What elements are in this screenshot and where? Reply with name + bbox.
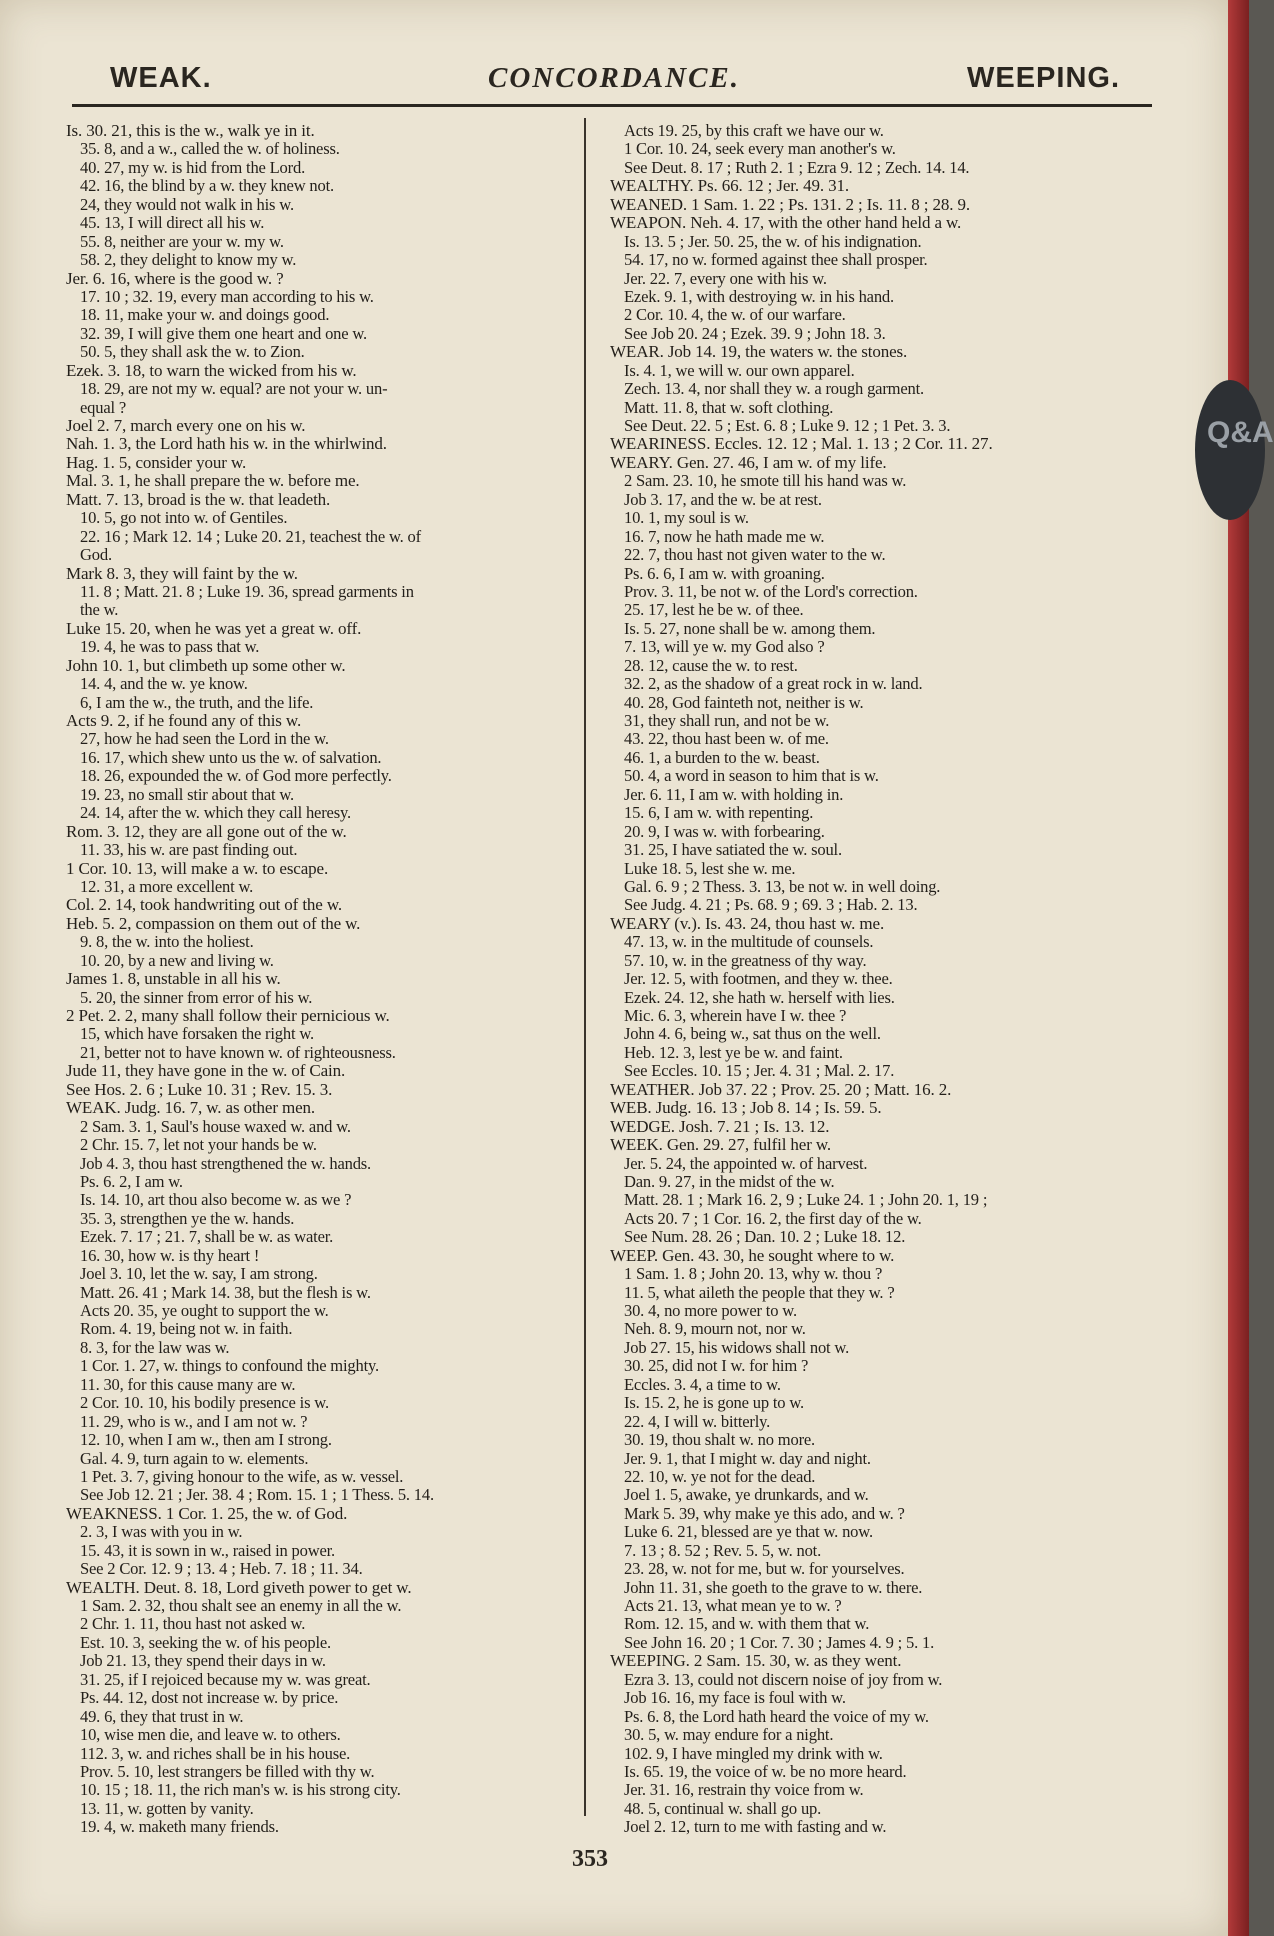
concordance-line: 43. 22, thou hast been w. of me.	[624, 729, 829, 749]
concordance-line: 40. 28, God fainteth not, neither is w.	[624, 692, 864, 712]
concordance-line: 10. 5, go not into w. of Gentiles.	[80, 508, 288, 528]
concordance-line: 14. 4, and the w. ye know.	[80, 674, 248, 694]
concordance-line: 21, better not to have known w. of righteousness.	[80, 1042, 396, 1062]
concordance-line: 50. 4, a word in season to him that is w.	[624, 766, 879, 786]
concordance-line: Job 4. 3, thou hast strengthened the w. hands.	[80, 1153, 371, 1173]
concordance-line: Heb. 5. 2, compassion on them out of the w.	[66, 913, 361, 933]
concordance-line: 2 Sam. 3. 1, Saul's house waxed w. and w.	[80, 1116, 351, 1136]
concordance-line: 22. 7, thou hast not given water to the w.	[624, 545, 886, 565]
concordance-line: See Deut. 22. 5 ; Est. 6. 8 ; Luke 9. 12 ; 1 Pet. 3. 3.	[624, 416, 951, 435]
concordance-line: WEALTH. Deut. 8. 18, Lord giveth power to get w.	[66, 1577, 412, 1597]
concordance-line: 15, which have forsaken the right w.	[80, 1024, 314, 1044]
concordance-line: 16. 7, now he hath made me w.	[624, 526, 825, 546]
concordance-line: 11. 33, his w. are past finding out.	[80, 840, 298, 860]
concordance-line: 31. 25, I have satiated the w. soul.	[624, 840, 842, 860]
concordance-line: WEANED. 1 Sam. 1. 22 ; Ps. 131. 2 ; Is. 11. 8 ; 28. 9.	[610, 194, 971, 214]
concordance-line: 2 Chr. 15. 7, let not your hands be w.	[80, 1135, 317, 1155]
concordance-line: Rom. 4. 19, being not w. in faith.	[80, 1319, 293, 1339]
concordance-line: Mic. 6. 3, wherein have I w. thee ?	[624, 1006, 847, 1025]
concordance-line: 112. 3, w. and riches shall be in his house.	[80, 1743, 351, 1763]
concordance-line: WEAKNESS. 1 Cor. 1. 25, the w. of God.	[66, 1503, 348, 1523]
concordance-line: 1 Pet. 3. 7, giving honour to the wife, as w. vessel.	[80, 1466, 404, 1486]
concordance-line: WEALTHY. Ps. 66. 12 ; Jer. 49. 31.	[610, 176, 849, 196]
concordance-line: 10. 20, by a new and living w.	[80, 950, 274, 970]
concordance-line: 1 Cor. 10. 24, seek every man another's w.	[624, 139, 896, 159]
concordance-line: 1 Cor. 1. 27, w. things to confound the mighty.	[80, 1356, 379, 1376]
concordance-line: Luke 18. 5, lest she w. me.	[624, 858, 796, 878]
concordance-line: 10, wise men die, and leave w. to others.	[80, 1725, 341, 1745]
concordance-line: See 2 Cor. 12. 9 ; 13. 4 ; Heb. 7. 18 ; 11. 34.	[80, 1559, 363, 1579]
concordance-line: 102. 9, I have mingled my drink with w.	[624, 1743, 883, 1763]
concordance-line: Mark 5. 39, why make ye this ado, and w. ?	[624, 1503, 905, 1523]
concordance-line: Jude 11, they have gone in the w. of Cain.	[66, 1061, 346, 1081]
concordance-line: 22. 10, w. ye not for the dead.	[624, 1466, 816, 1486]
concordance-line: Acts 21. 13, what mean ye to w. ?	[624, 1596, 842, 1615]
concordance-line: 18. 26, expounded the w. of God more perfectly.	[80, 766, 392, 786]
concordance-line: Ps. 44. 12, dost not increase w. by price.	[80, 1688, 339, 1708]
concordance-line: Matt. 11. 8, that w. soft clothing.	[624, 397, 834, 417]
concordance-line: Matt. 28. 1 ; Mark 16. 2, 9 ; Luke 24. 1 ; John 20. 1, 19 ;	[624, 1190, 988, 1210]
concordance-line: 45. 13, I will direct all his w.	[80, 213, 265, 233]
concordance-line: 23. 28, w. not for me, but w. for yourselves.	[624, 1559, 905, 1579]
concordance-line: 40. 27, my w. is hid from the Lord.	[80, 157, 306, 177]
concordance-line: 35. 3, strengthen ye the w. hands.	[80, 1208, 295, 1228]
concordance-line: WEARY (v.). Is. 43. 24, thou hast w. me.	[610, 913, 885, 933]
concordance-line: Acts 9. 2, if he found any of this w.	[66, 711, 302, 730]
concordance-line: 11. 30, for this cause many are w.	[80, 1374, 296, 1394]
concordance-line: Eccles. 3. 4, a time to w.	[624, 1374, 781, 1394]
concordance-line: See Num. 28. 26 ; Dan. 10. 2 ; Luke 18. 12.	[624, 1227, 906, 1247]
concordance-line: 2 Chr. 1. 11, thou hast not asked w.	[80, 1614, 306, 1634]
concordance-line: 30. 19, thou shalt w. no more.	[624, 1430, 816, 1450]
concordance-line: 31, they shall run, and not be w.	[624, 711, 830, 730]
concordance-line: WEB. Judg. 16. 13 ; Job 8. 14 ; Is. 59. 5.	[610, 1098, 882, 1118]
header-right-guide-word: WEEPING.	[966, 62, 1120, 94]
concordance-line: Is. 15. 2, he is gone up to w.	[624, 1393, 804, 1413]
concordance-line: 16. 17, which shew unto us the w. of salvation.	[80, 747, 382, 767]
header-left-guide-word: WEAK.	[110, 62, 212, 94]
concordance-line: 19. 4, w. maketh many friends.	[80, 1817, 279, 1837]
concordance-line: 25. 17, lest he be w. of thee.	[624, 600, 804, 620]
concordance-line: 19. 23, no small stir about that w.	[80, 784, 294, 804]
concordance-line: Ezek. 24. 12, she hath w. herself with lies.	[624, 987, 895, 1007]
concordance-line: Col. 2. 14, took handwriting out of the w.	[66, 895, 343, 915]
concordance-line: equal ?	[80, 397, 127, 417]
concordance-line: Luke 6. 21, blessed are ye that w. now.	[624, 1522, 873, 1542]
concordance-line: Job 3. 17, and the w. be at rest.	[624, 489, 822, 509]
concordance-line: 1 Cor. 10. 13, will make a w. to escape.	[66, 858, 329, 878]
concordance-line: Rom. 3. 12, they are all gone out of the w.	[66, 821, 347, 841]
concordance-line: 46. 1, a burden to the w. beast.	[624, 747, 820, 767]
concordance-line: WEATHER. Job 37. 22 ; Prov. 25. 20 ; Matt. 16. 2.	[610, 1079, 952, 1099]
concordance-line: Mark 8. 3, they will faint by the w.	[66, 563, 298, 583]
concordance-line: 28. 12, cause the w. to rest.	[624, 655, 798, 675]
concordance-line: 19. 4, he was to pass that w.	[80, 637, 260, 657]
concordance-line: 50. 5, they shall ask the w. to Zion.	[80, 342, 305, 362]
concordance-line: John 11. 31, she goeth to the grave to w. there.	[624, 1577, 923, 1597]
concordance-line: 2. 3, I was with you in w.	[80, 1522, 243, 1542]
concordance-line: Ps. 6. 8, the Lord hath heard the voice of my w.	[624, 1706, 929, 1726]
concordance-line: 15. 43, it is sown in w., raised in power.	[80, 1540, 335, 1560]
concordance-line: See Hos. 2. 6 ; Luke 10. 31 ; Rev. 15. 3.	[66, 1079, 333, 1099]
concordance-line: 18. 29, are not my w. equal? are not your w. un-	[80, 379, 388, 399]
concordance-line: 1 Sam. 1. 8 ; John 20. 13, why w. thou ?	[624, 1264, 883, 1284]
concordance-line: 16. 30, how w. is thy heart !	[80, 1245, 260, 1265]
concordance-line: 57. 10, w. in the greatness of thy way.	[624, 950, 867, 970]
concordance-line: 31. 25, if I rejoiced because my w. was great.	[80, 1669, 371, 1689]
concordance-line: Jer. 6. 16, where is the good w. ?	[66, 268, 284, 288]
concordance-line: 32. 39, I will give them one heart and one w.	[80, 323, 368, 343]
concordance-line: Acts 19. 25, by this craft we have our w.	[624, 121, 884, 140]
concordance-line: Rom. 12. 15, and w. with them that w.	[624, 1614, 870, 1634]
concordance-line: Gal. 4. 9, turn again to w. elements.	[80, 1448, 309, 1468]
concordance-line: the w.	[80, 600, 119, 620]
concordance-line: John 10. 1, but climbeth up some other w.	[66, 655, 346, 675]
concordance-line: 22. 4, I will w. bitterly.	[624, 1411, 771, 1431]
concordance-line: 2 Sam. 23. 10, he smote till his hand was w.	[624, 471, 907, 491]
concordance-line: 7. 13 ; 8. 52 ; Rev. 5. 5, w. not.	[624, 1540, 822, 1560]
concordance-line: 9. 8, the w. into the holiest.	[80, 932, 254, 952]
right-column	[610, 122, 1130, 1837]
concordance-line: 20. 9, I was w. with forbearing.	[624, 821, 825, 841]
concordance-line: 54. 17, no w. formed against thee shall prosper.	[624, 250, 928, 270]
concordance-line: Job 16. 16, my face is foul with w.	[624, 1688, 846, 1708]
concordance-line: See Deut. 8. 17 ; Ruth 2. 1 ; Ezra 9. 12 ; Zech. 14. 14.	[624, 157, 970, 177]
concordance-line: Is. 13. 5 ; Jer. 50. 25, the w. of his indignation.	[624, 231, 922, 251]
concordance-line: John 4. 6, being w., sat thus on the well.	[624, 1024, 881, 1044]
concordance-line: Jer. 6. 11, I am w. with holding in.	[624, 784, 844, 804]
concordance-line: 2 Cor. 10. 10, his bodily presence is w.	[80, 1393, 329, 1413]
concordance-line: Ezra 3. 13, could not discern noise of joy from w.	[624, 1669, 943, 1689]
concordance-line: 2 Pet. 2. 2, many shall follow their pernicious w.	[66, 1006, 390, 1025]
concordance-line: Jer. 9. 1, that I might w. day and night.	[624, 1448, 871, 1468]
concordance-line: 15. 6, I am w. with repenting.	[624, 803, 814, 823]
concordance-line: 42. 16, the blind by a w. they knew not.	[80, 176, 334, 196]
concordance-line: 55. 8, neither are your w. my w.	[80, 231, 284, 251]
concordance-line: WEAR. Job 14. 19, the waters w. the stones.	[610, 342, 908, 362]
concordance-line: Zech. 13. 4, nor shall they w. a rough garment.	[624, 379, 924, 399]
concordance-line: Ezek. 7. 17 ; 21. 7, shall be w. as water.	[80, 1227, 334, 1247]
concordance-line: Jer. 31. 16, restrain thy voice from w.	[624, 1780, 864, 1800]
concordance-line: Est. 10. 3, seeking the w. of his people.	[80, 1632, 332, 1652]
concordance-line: Acts 20. 7 ; 1 Cor. 16. 2, the first day of the w.	[624, 1208, 922, 1228]
concordance-line: 12. 31, a more excellent w.	[80, 876, 254, 896]
concordance-line: 35. 8, and a w., called the w. of holiness.	[80, 139, 340, 159]
concordance-line: 11. 8 ; Matt. 21. 8 ; Luke 19. 36, spread garments in	[80, 581, 414, 601]
concordance-line: 30. 25, did not I w. for him ?	[624, 1356, 809, 1376]
concordance-line: 17. 10 ; 32. 19, every man according to his w.	[80, 286, 374, 306]
concordance-line: Ezek. 3. 18, to warn the wicked from his w.	[66, 360, 357, 380]
concordance-line: 49. 6, they that trust in w.	[80, 1706, 244, 1726]
concordance-line: 6, I am the w., the truth, and the life.	[80, 692, 314, 712]
left-column	[66, 122, 586, 1837]
page-header	[110, 62, 1120, 102]
concordance-line: See Job 20. 24 ; Ezek. 39. 9 ; John 18. 3.	[624, 323, 886, 343]
concordance-line: Gal. 6. 9 ; 2 Thess. 3. 13, be not w. in well doing.	[624, 876, 941, 896]
concordance-line: 7. 13, will ye w. my God also ?	[624, 637, 825, 657]
concordance-line: 30. 5, w. may endure for a night.	[624, 1725, 834, 1745]
concordance-line: Hag. 1. 5, consider your w.	[66, 452, 247, 472]
concordance-line: 10. 1, my soul is w.	[624, 508, 749, 528]
concordance-line: 48. 5, continual w. shall go up.	[624, 1798, 822, 1818]
page-edge	[1228, 0, 1249, 1936]
concordance-line: Neh. 8. 9, mourn not, nor w.	[624, 1319, 806, 1339]
concordance-line: Jer. 22. 7, every one with his w.	[624, 268, 827, 288]
concordance-line: Is. 65. 19, the voice of w. be no more heard.	[624, 1761, 907, 1781]
concordance-line: 18. 11, make your w. and doings good.	[80, 305, 330, 325]
concordance-line: Prov. 3. 11, be not w. of the Lord's correction.	[624, 581, 918, 601]
concordance-line: Joel 3. 10, let the w. say, I am strong.	[80, 1264, 318, 1284]
concordance-line: 27, how he had seen the Lord in the w.	[80, 729, 329, 749]
concordance-line: 47. 13, w. in the multitude of counsels.	[624, 932, 874, 952]
column-divider	[584, 118, 586, 1816]
concordance-line: Heb. 12. 3, lest ye be w. and faint.	[624, 1042, 843, 1062]
concordance-line: Mal. 3. 1, he shall prepare the w. before me.	[66, 471, 360, 491]
concordance-line: Nah. 1. 3, the Lord hath his w. in the whirlwind.	[66, 434, 387, 454]
concordance-line: Joel 1. 5, awake, ye drunkards, and w.	[624, 1485, 869, 1505]
concordance-line: Is. 5. 27, none shall be w. among them.	[624, 618, 876, 638]
concordance-line: WEAPON. Neh. 4. 17, with the other hand held a w.	[610, 213, 962, 233]
page-number: 353	[572, 1846, 608, 1872]
header-rule	[72, 104, 1152, 107]
concordance-line: 8. 3, for the law was w.	[80, 1337, 230, 1357]
concordance-line: See Job 12. 21 ; Jer. 38. 4 ; Rom. 15. 1 ; 1 Thess. 5. 14.	[80, 1485, 434, 1505]
concordance-line: 10. 15 ; 18. 11, the rich man's w. is his strong city.	[80, 1780, 401, 1800]
concordance-line: WEEK. Gen. 29. 27, fulfil her w.	[610, 1135, 832, 1155]
concordance-line: Luke 15. 20, when he was yet a great w. off.	[66, 618, 362, 638]
concordance-line: 13. 11, w. gotten by vanity.	[80, 1798, 254, 1818]
concordance-line: Acts 20. 35, ye ought to support the w.	[80, 1301, 329, 1320]
concordance-line: See Judg. 4. 21 ; Ps. 68. 9 ; 69. 3 ; Hab. 2. 13.	[624, 895, 918, 915]
concordance-line: God.	[80, 545, 112, 565]
concordance-line: Matt. 26. 41 ; Mark 14. 38, but the flesh is w.	[80, 1282, 371, 1302]
concordance-line: Matt. 7. 13, broad is the w. that leadeth.	[66, 489, 331, 509]
concordance-line: 12. 10, when I am w., then am I strong.	[80, 1430, 332, 1450]
concordance-line: WEDGE. Josh. 7. 21 ; Is. 13. 12.	[610, 1116, 830, 1136]
concordance-line: See John 16. 20 ; 1 Cor. 7. 30 ; James 4. 9 ; 5. 1.	[624, 1632, 935, 1652]
concordance-line: Prov. 5. 10, lest strangers be filled with thy w.	[80, 1761, 375, 1781]
concordance-line: 5. 20, the sinner from error of his w.	[80, 987, 313, 1007]
concordance-line: Ps. 6. 6, I am w. with groaning.	[624, 563, 825, 583]
concordance-line: 32. 2, as the shadow of a great rock in w. land.	[624, 674, 923, 694]
concordance-line: 11. 5, what aileth the people that they w. ?	[624, 1282, 895, 1302]
concordance-line: Job 21. 13, they spend their days in w.	[80, 1651, 326, 1671]
concordance-line: 22. 16 ; Mark 12. 14 ; Luke 20. 21, teachest the w. of	[80, 526, 421, 546]
concordance-line: Is. 30. 21, this is the w., walk ye in it.	[66, 121, 315, 140]
concordance-line: Ps. 6. 2, I am w.	[80, 1171, 183, 1191]
concordance-line: 30. 4, no more power to w.	[624, 1301, 797, 1320]
concordance-line: 1 Sam. 2. 32, thou shalt see an enemy in all the w.	[80, 1596, 402, 1615]
concordance-line: 11. 29, who is w., and I am not w. ?	[80, 1411, 308, 1431]
concordance-line: WEARINESS. Eccles. 12. 12 ; Mal. 1. 13 ; 2 Cor. 11. 27.	[610, 434, 993, 454]
concordance-line: James 1. 8, unstable in all his w.	[66, 969, 281, 989]
concordance-line: Job 27. 15, his widows shall not w.	[624, 1337, 850, 1357]
concordance-line: Is. 14. 10, art thou also become w. as we ?	[80, 1190, 352, 1210]
thumb-index-tab[interactable]: Q&A	[1195, 380, 1265, 520]
concordance-line: Dan. 9. 27, in the midst of the w.	[624, 1171, 835, 1191]
header-title: CONCORDANCE.	[488, 62, 741, 94]
concordance-line: 24, they would not walk in his w.	[80, 194, 294, 214]
concordance-line: 58. 2, they delight to know my w.	[80, 250, 297, 270]
concordance-line: Jer. 5. 24, the appointed w. of harvest.	[624, 1153, 868, 1173]
concordance-line: Is. 4. 1, we will w. our own apparel.	[624, 360, 855, 380]
concordance-line: Ezek. 9. 1, with destroying w. in his hand.	[624, 286, 894, 306]
concordance-line: See Eccles. 10. 15 ; Jer. 4. 31 ; Mal. 2. 17.	[624, 1061, 895, 1081]
concordance-line: WEARY. Gen. 27. 46, I am w. of my life.	[610, 452, 887, 472]
concordance-line: Jer. 12. 5, with footmen, and they w. thee.	[624, 969, 893, 989]
concordance-line: 24. 14, after the w. which they call heresy.	[80, 803, 351, 823]
concordance-line: WEEPING. 2 Sam. 15. 30, w. as they went.	[610, 1651, 902, 1671]
concordance-line: 2 Cor. 10. 4, the w. of our warfare.	[624, 305, 846, 325]
concordance-line: Joel 2. 7, march every one on his w.	[66, 416, 306, 435]
concordance-line: WEEP. Gen. 43. 30, he sought where to w.	[610, 1245, 895, 1265]
concordance-line: WEAK. Judg. 16. 7, w. as other men.	[66, 1098, 316, 1118]
concordance-line: Joel 2. 12, turn to me with fasting and w.	[624, 1817, 887, 1837]
